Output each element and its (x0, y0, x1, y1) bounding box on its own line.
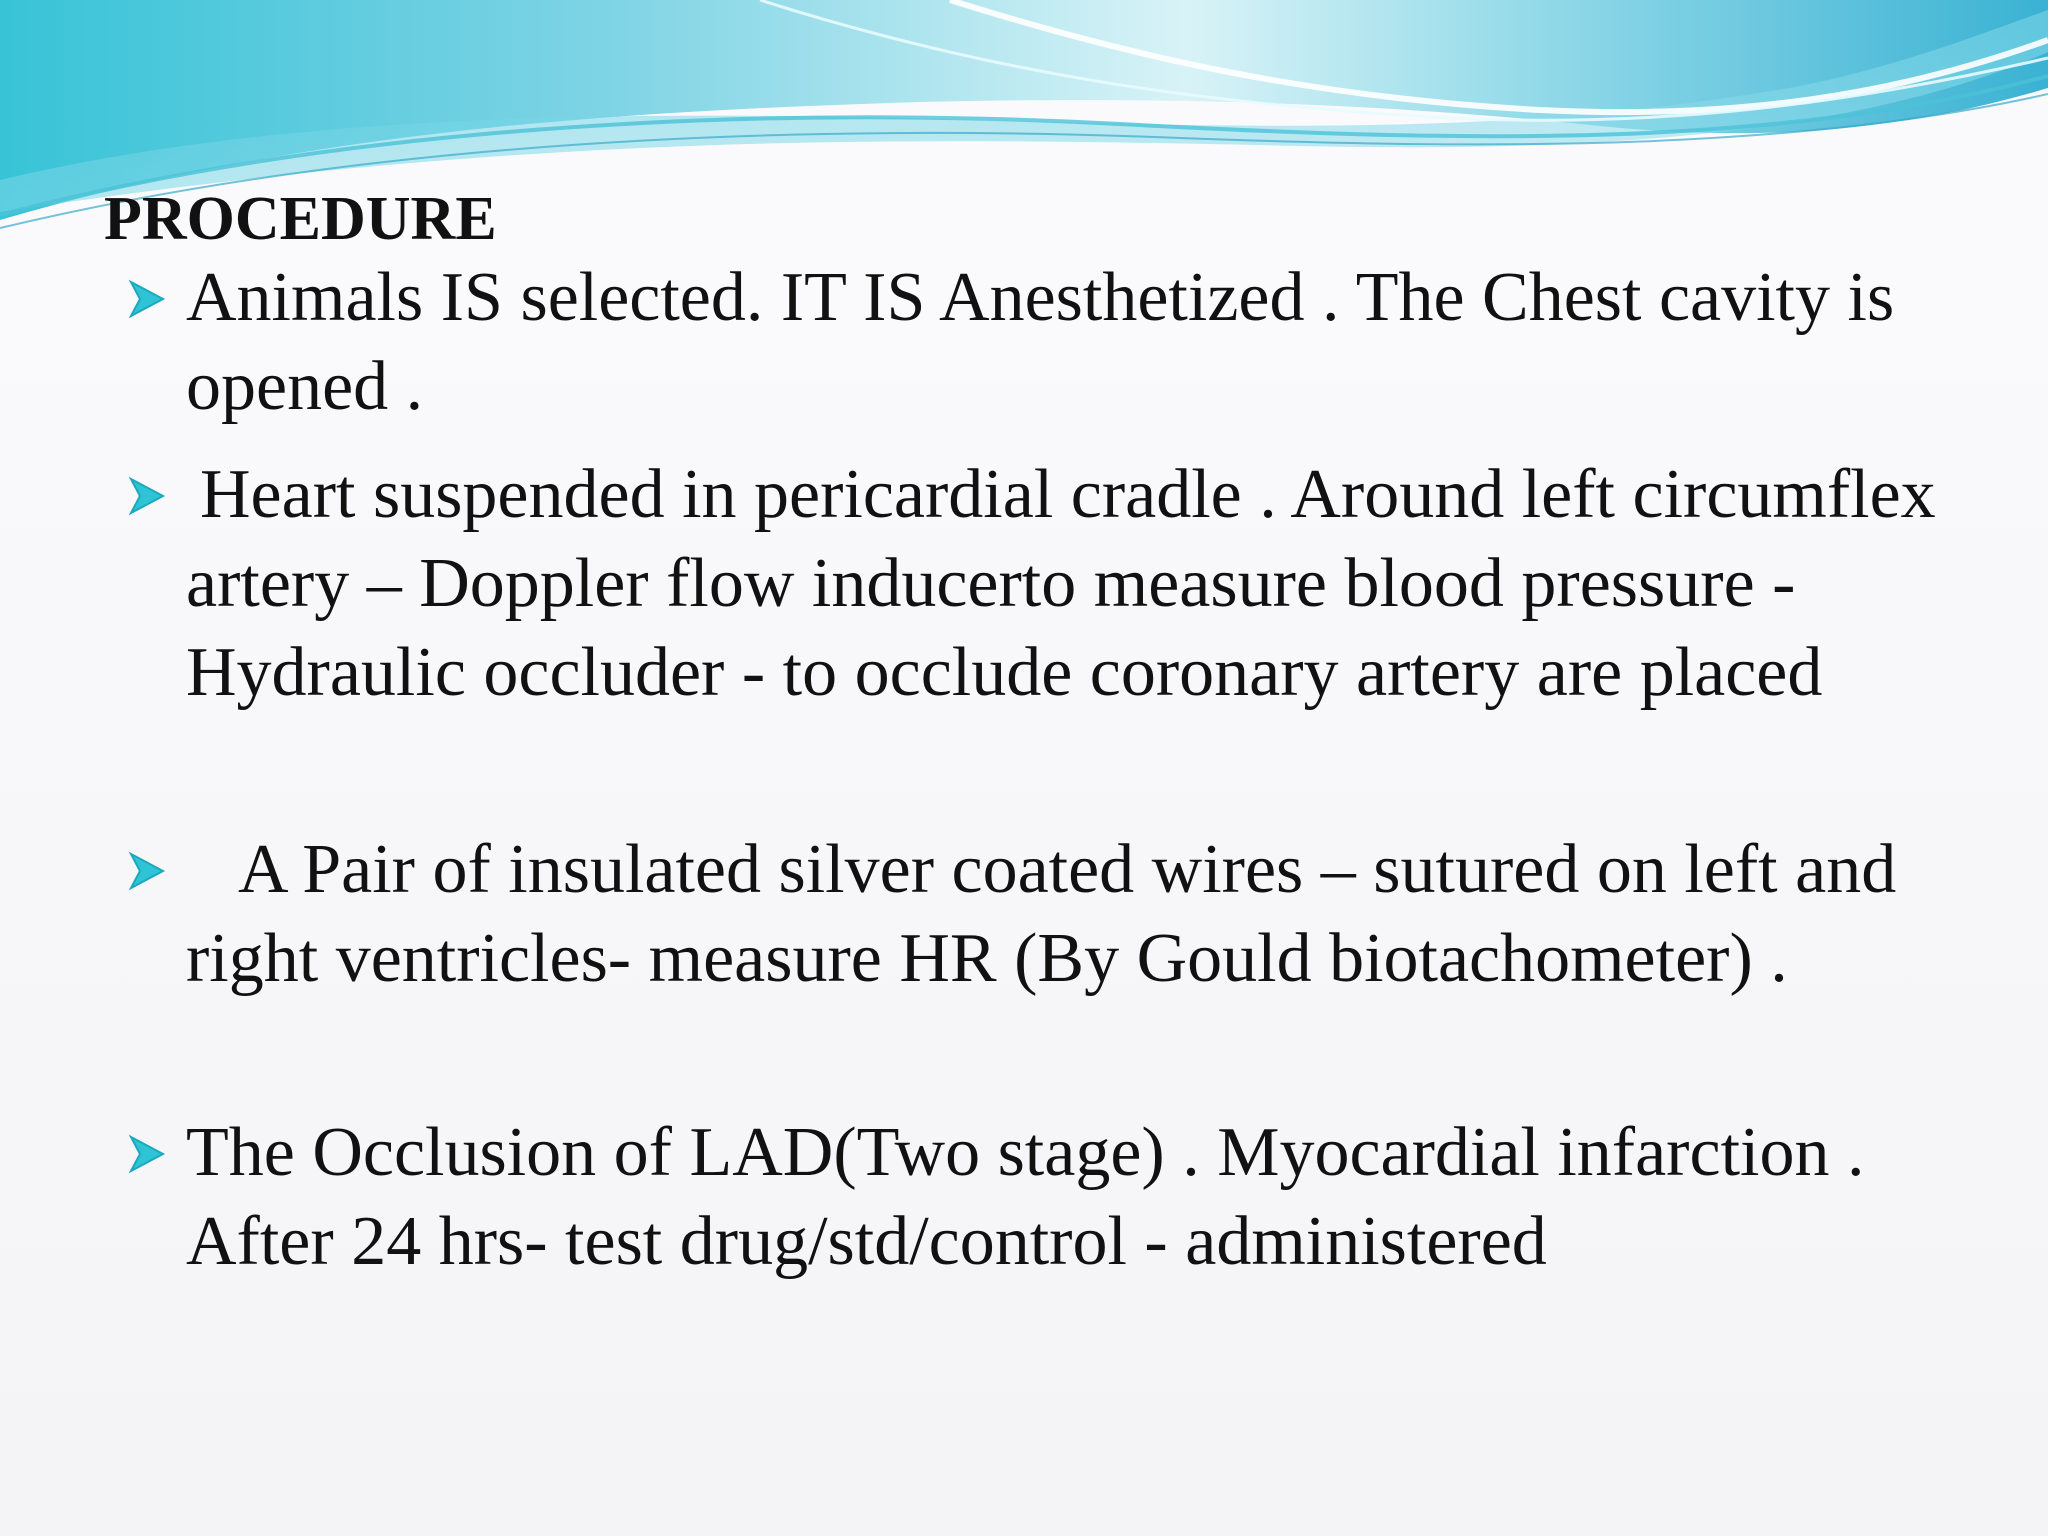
bullet-item (186, 1108, 1946, 1286)
bullet-item (186, 253, 1946, 431)
bullet-text: Animals IS selected. IT IS Anesthetized . The Chest cavity is opened . (186, 259, 1895, 425)
arrowhead-bullet-icon (124, 474, 168, 518)
bullet-text: Heart suspended in pericardial cradle . Around left circumflex artery – Doppler flow inducerto measure blood pressure - Hydraulic occluder - to occlude coronary artery are placed (186, 456, 1936, 711)
arrowhead-bullet-icon (124, 849, 168, 893)
bullet-text: A Pair of insulated silver coated wires – sutured on left and right ventricles- measure HR (By Gould biotachometer) . (186, 831, 1897, 997)
slide-title: PROCEDURE (104, 185, 497, 253)
arrowhead-bullet-icon (124, 277, 168, 321)
bullet-text: The Occlusion of LAD(Two stage) . Myocardial infarction . After 24 hrs- test drug/std/control - administered (186, 1114, 1865, 1280)
bullet-item (186, 825, 1946, 1003)
bullet-item (186, 450, 1946, 717)
arrowhead-bullet-icon (124, 1132, 168, 1176)
